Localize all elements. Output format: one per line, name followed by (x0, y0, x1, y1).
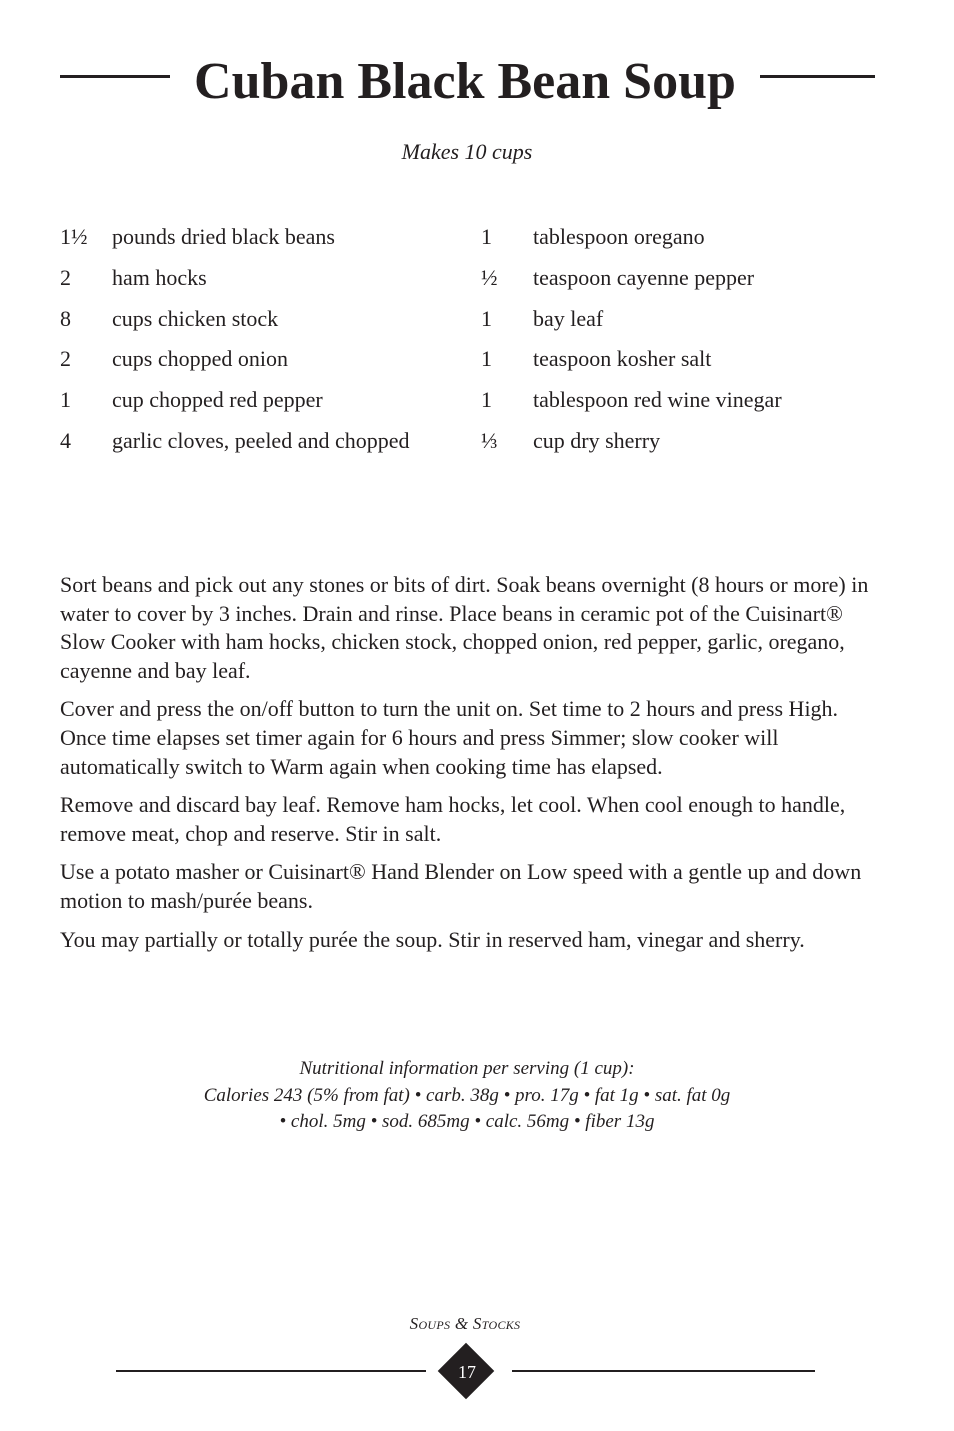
ingredient-row (60, 222, 470, 263)
ingredient-row (60, 344, 470, 385)
direction-paragraph: You may partially or totally purée the soup. Stir in reserved ham, vinegar and sherry. (60, 926, 805, 952)
ingredient-quantity: ⅓ (481, 427, 498, 453)
ingredient-row (60, 304, 470, 345)
ingredient-quantity: 1 (60, 387, 71, 413)
ingredient-item: cup chopped red pepper (112, 387, 323, 413)
recipe-yield: Makes 10 cups (401, 139, 533, 164)
ingredient-row (481, 222, 901, 263)
ingredient-item: tablespoon red wine vinegar (533, 387, 782, 413)
ingredient-item: cup dry sherry (533, 427, 661, 453)
recipe-directions (60, 571, 880, 964)
footer-rule-right (512, 1370, 815, 1372)
ingredient-item: bay leaf (533, 305, 604, 331)
ingredient-quantity: 4 (60, 427, 71, 453)
ingredient-row (481, 304, 901, 345)
title-rule-right (760, 75, 875, 78)
ingredient-row (60, 426, 470, 467)
ingredient-quantity: ½ (481, 264, 498, 290)
ingredient-item: teaspoon cayenne pepper (533, 264, 755, 290)
ingredient-quantity: 1½ (60, 224, 88, 249)
ingredients-left-column (60, 222, 470, 467)
page-number: 17 (458, 1362, 476, 1382)
ingredient-quantity: 1 (481, 224, 492, 249)
footer-rule-left (116, 1370, 426, 1372)
page-title: Cuban Black Bean Soup (194, 53, 736, 110)
nutrition-heading: Nutritional information per serving (1 cup): (299, 1058, 635, 1079)
ingredients-right-column (481, 222, 901, 467)
nutrition-line: Calories 243 (5% from fat) • carb. 38g • pro. 17g • fat 1g • sat. fat 0g (203, 1084, 731, 1106)
ingredient-row (60, 385, 470, 426)
ingredient-quantity: 8 (60, 305, 71, 331)
direction-paragraph: Cover and press the on/off button to turn the unit on. Set time to 2 hours and press High. Once time elapses set timer again for 6 hours and press Simmer; slow cooker will automatically switch to Warm again when cooking time has elapsed. (60, 696, 839, 779)
nutrition-info (0, 1056, 934, 1136)
ingredient-item: ham hocks (112, 264, 207, 290)
section-footer-title: Soups & Stocks (409, 1314, 521, 1333)
ingredient-item: tablespoon oregano (533, 224, 705, 249)
ingredient-quantity: 2 (60, 346, 71, 372)
ingredient-item: garlic cloves, peeled and chopped (112, 427, 410, 453)
ingredient-row (481, 344, 901, 385)
ingredient-quantity: 1 (481, 346, 492, 372)
direction-paragraph: Use a potato masher or Cuisinart® Hand Blender on Low speed with a gentle up and down motion to mash/purée beans. (60, 859, 862, 913)
ingredient-row (481, 385, 901, 426)
direction-paragraph: Sort beans and pick out any stones or bits of dirt. Soak beans overnight (8 hours or more) in water to cover by 3 inches. Drain and rinse. Place beans in ceramic pot of the Cuisinart® Slow Cooker with ham hocks, chicken stock, chopped onion, red pepper, garlic, oregano, cayenne and bay leaf. (60, 572, 869, 683)
ingredient-row (481, 263, 901, 304)
ingredient-row (481, 426, 901, 467)
ingredient-quantity: 2 (60, 264, 71, 290)
ingredient-item: teaspoon kosher salt (533, 346, 712, 372)
direction-paragraph: Remove and discard bay leaf. Remove ham hocks, let cool. When cool enough to handle, remove meat, chop and reserve. Stir in salt. (60, 792, 846, 846)
ingredient-item: pounds dried black beans (112, 224, 335, 249)
nutrition-line: • chol. 5mg • sod. 685mg • calc. 56mg • fiber 13g (279, 1111, 655, 1132)
ingredient-quantity: 1 (481, 305, 492, 331)
ingredient-quantity: 1 (481, 387, 492, 413)
ingredient-item: cups chopped onion (112, 346, 288, 372)
ingredient-row (60, 263, 470, 304)
ingredient-item: cups chicken stock (112, 305, 279, 331)
